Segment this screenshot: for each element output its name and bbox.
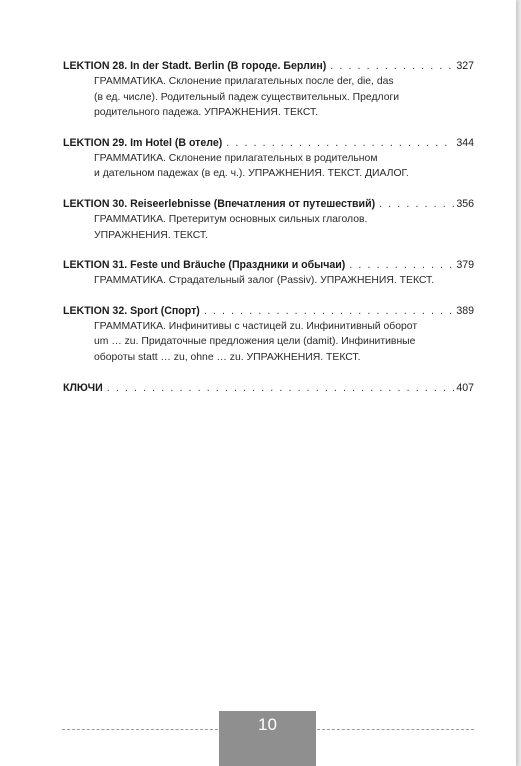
toc-page-number: 389 xyxy=(456,304,474,317)
dot-leader xyxy=(107,381,455,396)
dot-leader xyxy=(379,197,454,212)
toc-entry-line xyxy=(63,258,474,273)
toc-entry xyxy=(63,381,474,396)
description-line: обороты statt … zu, ohne … zu. УПРАЖНЕНИЯ. ТЕКСТ. xyxy=(94,351,361,363)
toc-entry-title: LEKTION 31. Feste und Bräuche (Праздники и обычаи) xyxy=(63,259,346,272)
description-line: родительного падежа. УПРАЖНЕНИЯ. ТЕКСТ. xyxy=(94,107,319,119)
description-line: ГРАММАТИКА. Инфинитивы с частицей zu. Инфинитивный оборот xyxy=(94,320,418,332)
footer-dashed-rule-right xyxy=(317,729,474,730)
description-line: ГРАММАТИКА. Страдательный залог (Passiv). УПРАЖНЕНИЯ. ТЕКСТ. xyxy=(94,275,435,287)
dot-leader xyxy=(349,258,454,273)
toc-entry xyxy=(63,136,474,182)
page-number-box xyxy=(219,711,316,766)
dot-leader xyxy=(330,59,454,74)
toc-page-number: 407 xyxy=(456,381,474,394)
page-number: 10 xyxy=(258,715,277,734)
dot-leader xyxy=(226,136,454,151)
table-of-contents xyxy=(63,59,474,411)
toc-page-number: 344 xyxy=(456,136,474,149)
toc-entry-line xyxy=(63,381,474,396)
toc-page-number: 356 xyxy=(456,197,474,210)
toc-entry-description xyxy=(63,74,474,121)
toc-entry-description xyxy=(63,212,474,243)
description-line: и дательном падежах (в ед. ч.). УПРАЖНЕНИЯ. ТЕКСТ. ДИАЛОГ. xyxy=(94,168,409,180)
toc-entry-line xyxy=(63,59,474,74)
toc-entry-description xyxy=(63,319,474,366)
toc-entry-line xyxy=(63,136,474,151)
toc-entry-title: LEKTION 29. Im Hotel (В отеле) xyxy=(63,136,223,149)
description-line: (в ед. числе). Родительный падеж существительных. Предлоги xyxy=(94,91,400,103)
toc-page-number: 379 xyxy=(456,259,474,272)
toc-page-number: 327 xyxy=(456,60,474,72)
toc-entry-title: LEKTION 32. Sport (Спорт) xyxy=(63,304,200,317)
toc-entry-title: LEKTION 30. Reiseerlebnisse (Впечатления от путешествий) xyxy=(63,197,376,210)
toc-entry-description xyxy=(63,151,474,182)
toc-entry xyxy=(63,304,474,366)
toc-entry-description xyxy=(63,273,474,289)
description-line: ГРАММАТИКА. Склонение прилагательных в родительном xyxy=(94,152,378,164)
toc-entry xyxy=(63,59,474,121)
toc-entry xyxy=(63,258,474,289)
footer-dashed-rule-left xyxy=(62,729,218,730)
toc-entry-title: КЛЮЧИ xyxy=(63,381,103,394)
description-line: um … zu. Придаточные предложения цели (damit). Инфинитивные xyxy=(94,336,416,348)
dot-leader xyxy=(204,304,455,319)
toc-entry-line xyxy=(63,197,474,212)
toc-entry xyxy=(63,197,474,243)
toc-entry-line xyxy=(63,304,474,319)
description-line: УПРАЖНЕНИЯ. ТЕКСТ. xyxy=(94,229,208,241)
description-line: ГРАММАТИКА. Склонение прилагательных после der, die, das xyxy=(94,76,394,87)
toc-entry-title: LEKTION 28. In der Stadt. Berlin (В городе. Берлин) xyxy=(63,60,327,72)
description-line: ГРАММАТИКА. Претеритум основных сильных глаголов. xyxy=(94,213,368,225)
